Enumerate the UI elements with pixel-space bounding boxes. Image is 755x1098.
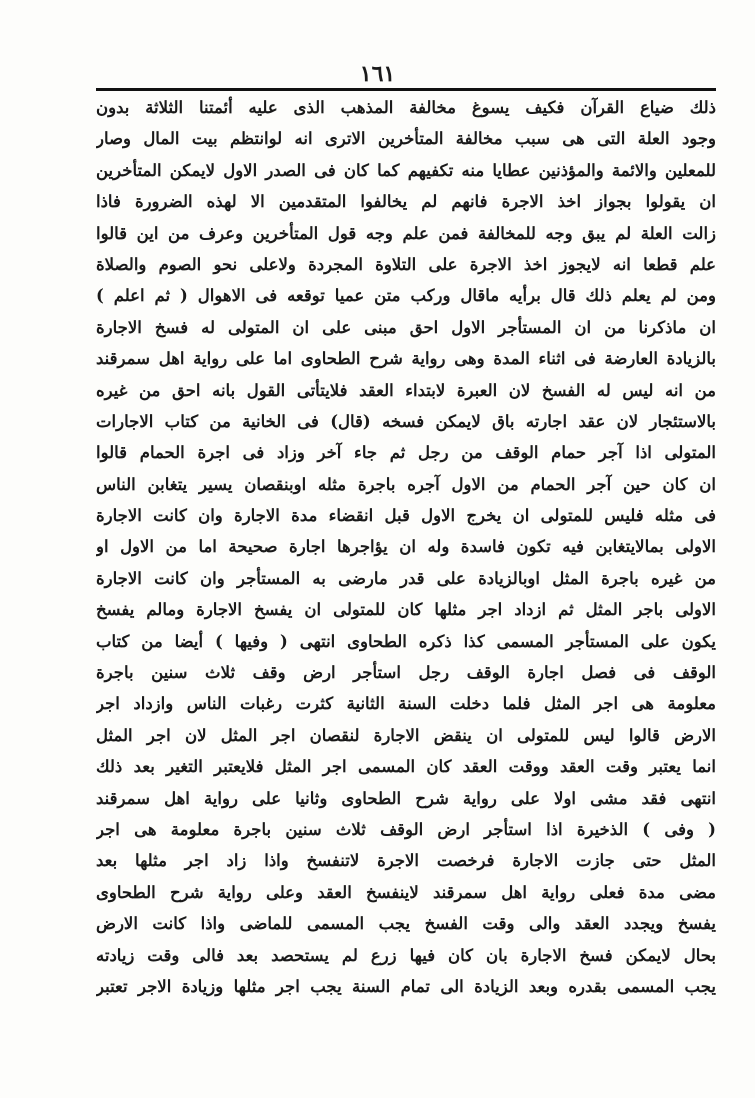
text-line: الاولى باجر المثل ثم ازداد اجر مثلها كان للمتولى ان يفسخ الاجارة ومالم يفسخ — [96, 600, 716, 620]
text-line: انتهى فقد مشى اولا على رواية شرح الطحاوى وثانيا على رواية اهل سمرقند — [96, 788, 716, 808]
text-line: يفسخ ويجدد العقد والى وقت الفسخ يجب المسمى للماضى واذا كانت الارض — [96, 914, 716, 934]
text-line: يكون على المستأجر المسمى كذا ذكره الطحاوى انتهى ( وفيها ) أيضا من كتاب — [96, 631, 716, 651]
text-line: زالت العلة لم يبق وجه للمخالفة فمن علم وجه قول المتأخرين وعرف من اين قالوا — [96, 223, 716, 243]
text-line: ( وفى ) الذخيرة اذا استأجر ارض الوقف ثلاث سنين باجرة معلومة هى اجر — [96, 819, 716, 839]
text-line: ان يقولوا بجواز اخذ الاجرة فانهم لم يخالفوا المتقدمين الا لهذه الضرورة فاذا — [96, 192, 716, 212]
text-line: وجود العلة التى هى سبب مخالفة المتأخرين الاترى انه لوانتظم بيت المال وصار — [96, 129, 716, 149]
text-line: الارض قالوا ليس للمتولى ان ينقض الاجارة لنقصان اجر المثل لان اجر المثل — [96, 725, 716, 745]
text-line: من انه ليس له الفسخ لان العبرة لابتداء العقد فلايتأتى القول بانه احق من غيره — [96, 380, 716, 400]
header-rule — [96, 88, 716, 91]
text-line: بحال لايمكن فسخ الاجارة بان كان فيها زرع لم يستحصد بعد فالى وقت زيادته — [96, 945, 716, 965]
text-line: يجب المسمى بقدره وبعد الزيادة الى تمام السنة يجب اجر مثلها وزيادة الاجر تعتبر — [96, 976, 716, 996]
text-line: الوقف فى فصل اجارة الوقف رجل استأجر ارض وقف ثلاث سنين باجرة — [96, 663, 716, 683]
text-line: معلومة هى اجر المثل فلما دخلت السنة الثانية كثرت رغبات الناس وازداد اجر — [96, 694, 716, 714]
page-number: ١٦١ — [359, 61, 396, 87]
text-line: المتولى اذا آجر حمام الوقف من رجل ثم جاء آخر وزاد فى اجرة الحمام قالوا — [96, 443, 716, 463]
text-line: ان ماذكرنا من ان المستأجر الاول احق مبنى على ان المتولى له فسخ الاجارة — [96, 317, 716, 337]
text-line: ومن لم يعلم ذلك قال برأيه ماقال وركب متن عميا توقعه فى الاهوال ( ثم اعلم ) — [96, 286, 716, 306]
text-line: بالاستئجار لان عقد اجارته باق لايمكن فسخه (قال) فى الخانية من كتاب الاجارات — [96, 411, 716, 431]
text-line: بالزيادة العارضة فى اثناء المدة وهى رواية شرح الطحاوى اما على رواية اهل سمرقند — [96, 349, 716, 369]
text-line: للمعلين والائمة والمؤذنين عطايا منه تكفيهم كما كان فى الصدر الاول لايمكن المتأخرين — [96, 160, 716, 180]
text-line: علم قطعا انه لايجوز اخذ الاجرة على التلاوة المجردة ولاعلى نحو الصوم والصلاة — [96, 254, 716, 274]
text-body — [96, 92, 716, 1002]
text-line: ان كان حين آجر الحمام من الاول آجره باجرة مثله اوبنقصان يسير يتغابن الناس — [96, 474, 716, 494]
text-line: فى مثله فليس للمتولى ان يخرج الاول قبل انقضاء مدة الاجارة وان كانت الاجارة — [96, 506, 716, 526]
text-line: انما يعتبر وقت العقد ووقت العقد كان المسمى اجر المثل فلايعتبر التغير بعد ذلك — [96, 757, 716, 777]
text-line: مضى مدة فعلى رواية اهل سمرقند لاينفسخ العقد وعلى رواية شرح الطحاوى — [96, 882, 716, 902]
text-line: من غيره باجرة المثل اوبالزيادة على قدر مارضى به المستأجر وان كانت الاجارة — [96, 568, 716, 588]
text-line: الاولى بمالايتغابن فيه تكون فاسدة وله ان يؤاجرها اجارة صحيحة اما من الاول او — [96, 537, 716, 557]
text-line: المثل حتى جازت الاجارة فرخصت الاجرة لاتنفسخ واذا زاد اجر مثلها بعد — [96, 851, 716, 871]
text-line: ذلك ضياع القرآن فكيف يسوغ مخالفة المذهب الذى عليه أئمتنا الثلاثة بدون — [96, 98, 716, 117]
